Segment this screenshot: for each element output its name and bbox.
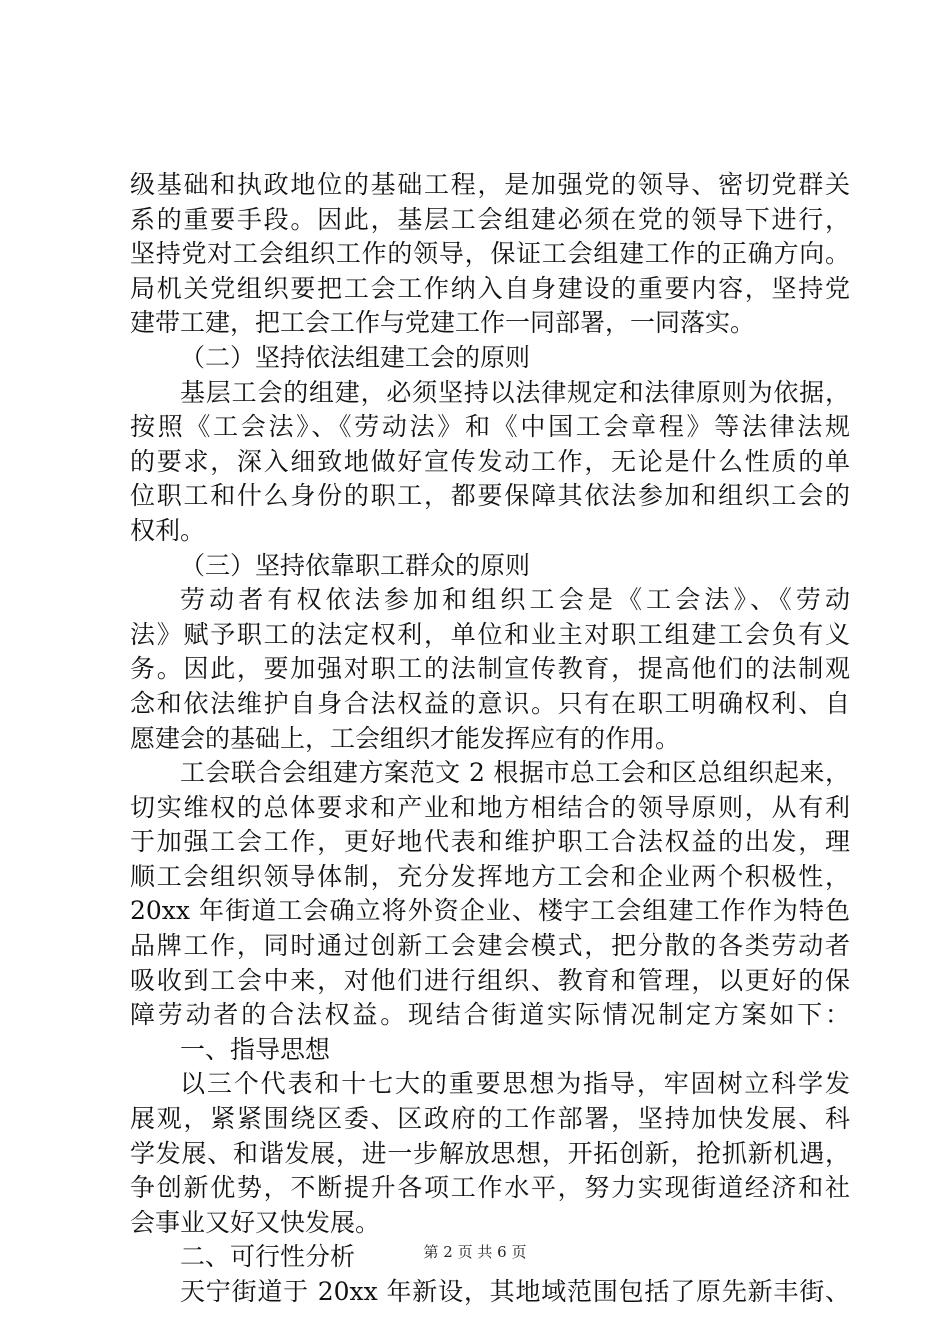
text-line: 以三个代表和十七大的重要思想为指导，牢固树立科学发	[180, 1069, 850, 1099]
text-line: 20xx 年街道工会确立将外资企业、楼宇工会组建工作作为特色	[130, 896, 850, 926]
text-line: 工会联合会组建方案范文 2 根据市总工会和区总组织起来，	[180, 758, 850, 788]
text-line: 权利。	[130, 515, 206, 545]
text-line: 天宁街道于 20xx 年新设，其地域范围包括了原先新丰街、	[180, 1277, 850, 1306]
page-footer: 第 2 页 共 6 页	[423, 1243, 527, 1261]
text-line: （三）坚持依靠职工群众的原则	[180, 550, 531, 580]
text-line: 顺工会组织领导体制，充分发挥地方工会和企业两个积极性，	[130, 861, 850, 891]
text-line: 一、指导思想	[180, 1034, 331, 1064]
text-line: 位职工和什么身份的职工，都要保障其依法参加和组织工会的	[130, 481, 850, 511]
text-line: 系的重要手段。因此，基层工会组建必须在党的领导下进行，	[130, 204, 850, 234]
document-body	[130, 168, 850, 1310]
text-line: 障劳动者的合法权益。现结合街道实际情况制定方案如下：	[130, 1000, 850, 1030]
text-line: 切实维权的总体要求和产业和地方相结合的领导原则，从有利	[130, 792, 850, 822]
text-line: 建带工建，把工会工作与党建工作一同部署，一同落实。	[130, 308, 756, 338]
text-line: 于加强工会工作，更好地代表和维护职工合法权益的出发，理	[130, 827, 850, 857]
text-line: 二、可行性分析	[180, 1242, 356, 1272]
text-line: 展观，紧紧围绕区委、区政府的工作部署，坚持加快发展、科	[130, 1104, 850, 1134]
text-line: 品牌工作，同时通过创新工会建会模式，把分散的各类劳动者	[130, 931, 850, 961]
text-line: 坚持党对工会组织工作的领导，保证工会组建工作的正确方向。	[130, 239, 850, 269]
text-line: 务。因此，要加强对职工的法制宣传教育，提高他们的法制观	[130, 654, 850, 684]
text-line: 局机关党组织要把工会工作纳入自身建设的重要内容，坚持党	[130, 273, 850, 303]
text-line: 愿建会的基础上，工会组织才能发挥应有的作用。	[130, 723, 681, 753]
text-line: （二）坚持依法组建工会的原则	[180, 342, 531, 372]
text-line: 吸收到工会中来，对他们进行组织、教育和管理，以更好的保	[130, 965, 850, 995]
text-line: 念和依法维护自身合法权益的意识。只有在职工明确权利、自	[130, 688, 850, 718]
text-line: 法》赋予职工的法定权利，单位和业主对职工组建工会负有义	[130, 619, 850, 649]
text-line: 基层工会的组建，必须坚持以法律规定和法律原则为依据，	[180, 377, 850, 407]
text-line: 学发展、和谐发展，进一步解放思想，开拓创新，抢抓新机遇，	[130, 1138, 850, 1168]
text-line: 级基础和执政地位的基础工程，是加强党的领导、密切党群关	[130, 170, 850, 199]
text-line: 会事业又好又快发展。	[130, 1207, 381, 1237]
text-line: 的要求，深入细致地做好宣传发动工作，无论是什么性质的单	[130, 446, 850, 476]
text-line: 争创新优势，不断提升各项工作水平，努力实现街道经济和社	[130, 1173, 850, 1203]
text-line: 按照《工会法》、《劳动法》和《中国工会章程》等法律法规	[130, 412, 850, 442]
text-line: 劳动者有权依法参加和组织工会是《工会法》、《劳动	[180, 585, 850, 615]
